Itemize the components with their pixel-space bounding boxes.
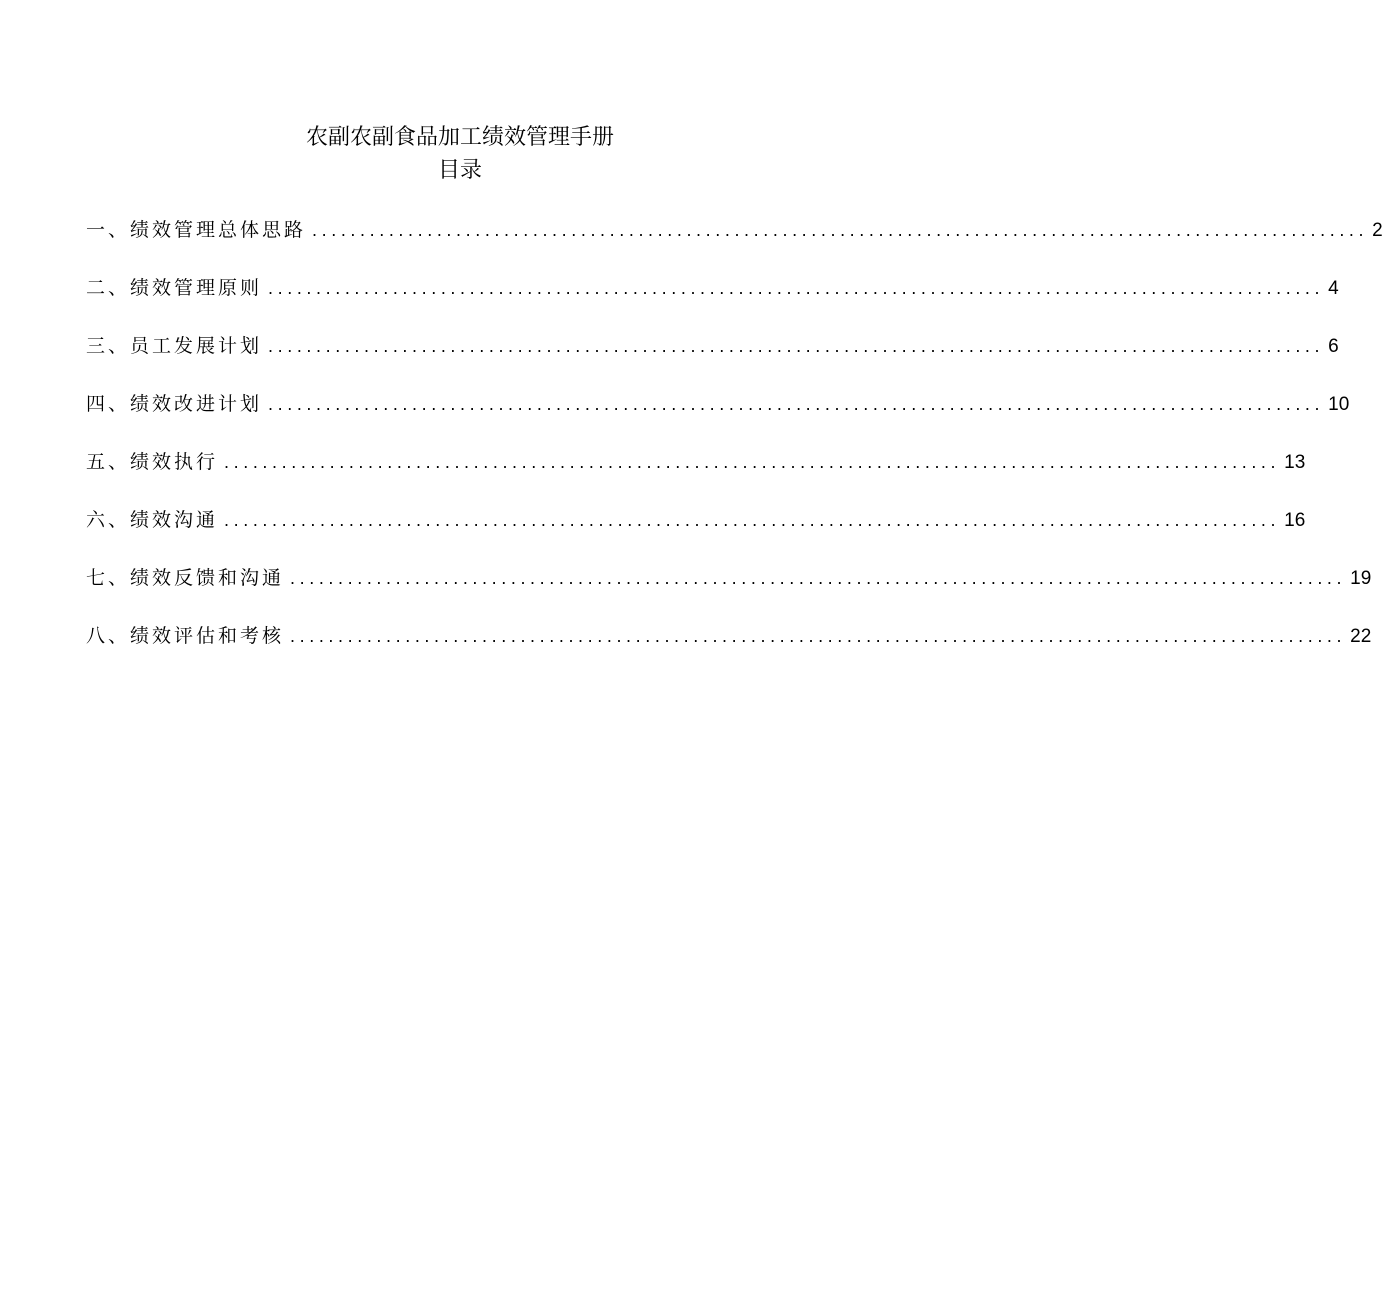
toc-entry-2[interactable]: [86, 270, 1339, 328]
toc-entry-label: 七、绩效反馈和沟通: [86, 567, 285, 589]
toc-leader-dots: ..............................................................................................................: [268, 278, 1325, 298]
table-of-contents: [86, 212, 1383, 676]
toc-entry-label: 六、绩效沟通: [86, 509, 219, 531]
toc-entry-label: 三、员工发展计划: [86, 335, 263, 357]
toc-leader-dots: ..............................................................................................................: [290, 568, 1347, 588]
toc-entry-5[interactable]: [86, 444, 1306, 502]
toc-entry-label: 四、绩效改进计划: [86, 393, 263, 415]
toc-entry-4[interactable]: [86, 386, 1350, 444]
toc-leader-dots: ..............................................................................................................: [290, 626, 1347, 646]
toc-entry-label: 八、绩效评估和考核: [86, 625, 285, 647]
toc-heading: 目录: [437, 158, 482, 183]
toc-entry-7[interactable]: [86, 560, 1372, 618]
toc-entry-page: 13: [1284, 452, 1306, 473]
toc-entry-label: 一、绩效管理总体思路: [86, 219, 307, 241]
toc-leader-dots: ..............................................................................................................: [268, 394, 1325, 414]
toc-entry-8[interactable]: [86, 618, 1372, 676]
toc-entry-label: 二、绩效管理原则: [86, 277, 263, 299]
toc-entry-page: 2: [1372, 220, 1383, 241]
toc-entry-1[interactable]: [86, 212, 1383, 270]
toc-entry-page: 16: [1284, 510, 1306, 531]
toc-leader-dots: ..............................................................................................................: [224, 510, 1281, 530]
toc-entry-page: 4: [1328, 278, 1339, 299]
document-title: 农副农副食品加工绩效管理手册: [305, 125, 614, 150]
toc-entry-page: 19: [1350, 568, 1372, 589]
toc-entry-page: 10: [1328, 394, 1350, 415]
toc-leader-dots: ..............................................................................................................: [224, 452, 1281, 472]
toc-leader-dots: ..............................................................................................................: [268, 336, 1325, 356]
toc-entry-page: 22: [1350, 626, 1372, 647]
toc-entry-3[interactable]: [86, 328, 1339, 386]
toc-entry-label: 五、绩效执行: [86, 451, 219, 473]
toc-entry-6[interactable]: [86, 502, 1306, 560]
toc-entry-page: 6: [1328, 336, 1339, 357]
toc-leader-dots: ..............................................................................................................: [312, 220, 1369, 240]
